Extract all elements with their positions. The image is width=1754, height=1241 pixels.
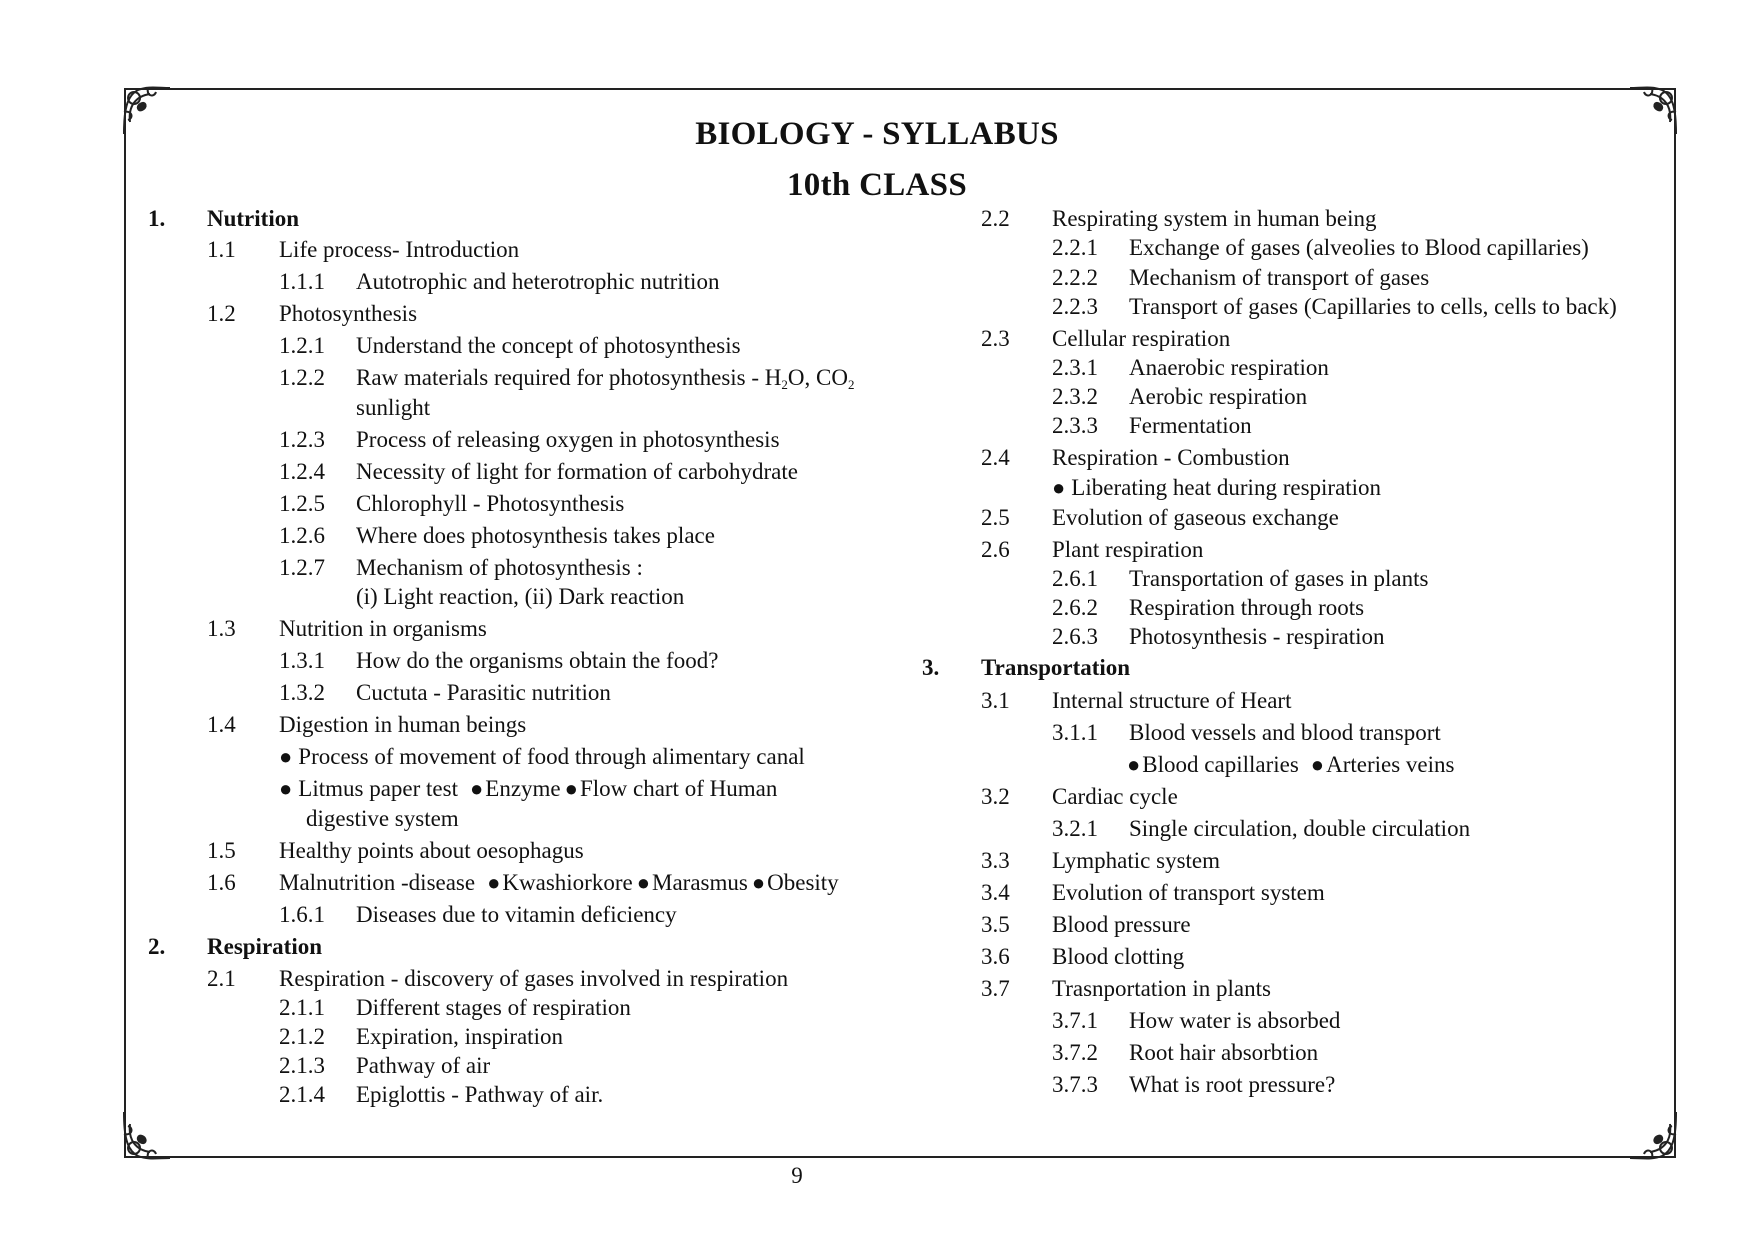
item-text: Respiration through roots: [1129, 595, 1365, 620]
item-text: digestive system: [306, 806, 459, 831]
item-number: 1.2.3: [279, 427, 325, 452]
item-text: Aerobic respiration: [1129, 384, 1308, 409]
item-text: Transportation of gases in plants: [1129, 566, 1429, 591]
item-number: 1.2.7: [279, 555, 325, 580]
section-number: 3.: [922, 655, 940, 680]
item-text: Plant respiration: [1052, 537, 1204, 562]
item-text: Photosynthesis: [279, 301, 418, 326]
item-text: [279, 870, 839, 896]
item-text: Blood capillaries: [1142, 752, 1299, 777]
item-number: 2.6.1: [1052, 566, 1098, 591]
item-number: 2.6: [981, 537, 1010, 562]
item-number: 1.2: [207, 301, 236, 326]
item-text: Digestion in human beings: [279, 712, 527, 737]
item-number: 3.7.2: [1052, 1040, 1098, 1065]
item-number: 2.1: [207, 966, 236, 991]
item-text: sunlight: [356, 395, 431, 420]
text-part: Obesity: [767, 870, 839, 895]
item-text: Mechanism of transport of gases: [1129, 265, 1430, 290]
item-text: Process of releasing oxygen in photosynthesis: [356, 427, 780, 452]
item-text: Photosynthesis - respiration: [1129, 624, 1385, 649]
subscript: 2: [847, 377, 855, 392]
item-text: Understand the concept of photosynthesis: [356, 333, 741, 358]
item-text: Single circulation, double circulation: [1129, 816, 1471, 841]
item-number: 3.2.1: [1052, 816, 1098, 841]
item-text: Blood vessels and blood transport: [1129, 720, 1441, 745]
item-text: Evolution of transport system: [1052, 880, 1325, 905]
item-text: Autotrophic and heterotrophic nutrition: [356, 269, 720, 294]
item-text: Internal structure of Heart: [1052, 688, 1292, 713]
item-number: 2.6.3: [1052, 624, 1098, 649]
item-number: 3.6: [981, 944, 1010, 969]
item-number: 3.5: [981, 912, 1010, 937]
item-number: 3.2: [981, 784, 1010, 809]
item-text: Diseases due to vitamin deficiency: [356, 902, 677, 927]
item-text: Expiration, inspiration: [356, 1024, 563, 1049]
item-number: 2.3.3: [1052, 413, 1098, 438]
bullet-item: [279, 744, 805, 770]
item-number: 1.2.5: [279, 491, 325, 516]
item-text: Enzyme: [485, 776, 561, 801]
item-number: 2.4: [981, 445, 1010, 470]
corner-ornament-icon: [1624, 1106, 1682, 1164]
item-number: 2.2.1: [1052, 235, 1098, 260]
bullet-item: [1052, 475, 1381, 501]
item-text: Mechanism of photosynthesis :: [356, 555, 643, 580]
item-number: 2.1.4: [279, 1082, 325, 1107]
item-number: 1.4: [207, 712, 236, 737]
item-number: 2.5: [981, 505, 1010, 530]
item-text: Arteries veins: [1326, 752, 1455, 777]
item-number: 2.2.3: [1052, 294, 1098, 319]
item-text: Respiration - Combustion: [1052, 445, 1290, 470]
item-number: 1.2.1: [279, 333, 325, 358]
item-text: How do the organisms obtain the food?: [356, 648, 719, 673]
item-number: 3.7.3: [1052, 1072, 1098, 1097]
bullet-icon: ●: [487, 870, 501, 895]
corner-ornament-icon: [118, 1106, 176, 1164]
item-number: 2.1.3: [279, 1053, 325, 1078]
item-number: 1.3: [207, 616, 236, 641]
text-part: Marasmus: [652, 870, 748, 895]
bullet-icon: ●: [279, 776, 293, 801]
item-number: 1.5: [207, 838, 236, 863]
item-text: Cardiac cycle: [1052, 784, 1178, 809]
item-number: 1.6: [207, 870, 236, 895]
item-text: Necessity of light for formation of carbohydrate: [356, 459, 798, 484]
item-number: 3.1.1: [1052, 720, 1098, 745]
item-number: 1.2.2: [279, 365, 325, 390]
item-text: Cellular respiration: [1052, 326, 1231, 351]
page-title: BIOLOGY - SYLLABUS: [695, 116, 1059, 152]
item-text: Trasnportation in plants: [1052, 976, 1271, 1001]
bullet-icon: ●: [1127, 752, 1141, 777]
item-text: What is root pressure?: [1129, 1072, 1336, 1097]
item-text: (i) Light reaction, (ii) Dark reaction: [356, 584, 685, 609]
item-number: 2.3: [981, 326, 1010, 351]
item-text: Healthy points about oesophagus: [279, 838, 584, 863]
item-number: 3.7.1: [1052, 1008, 1098, 1033]
section-title: Transportation: [981, 655, 1131, 680]
item-number: 1.3.1: [279, 648, 325, 673]
item-number: 2.2.2: [1052, 265, 1098, 290]
item-number: 1.2.6: [279, 523, 325, 548]
item-number: 3.3: [981, 848, 1010, 873]
subscript: 2: [781, 377, 788, 392]
section-title: Respiration: [207, 934, 322, 959]
item-text: Where does photosynthesis takes place: [356, 523, 715, 548]
item-number: 3.1: [981, 688, 1010, 713]
bullet-icon: ●: [751, 870, 766, 895]
item-text: [356, 365, 854, 391]
bullet-item: [279, 776, 777, 802]
item-number: 2.3.1: [1052, 355, 1098, 380]
item-text: Process of movement of food through alimentary canal: [298, 744, 805, 769]
section-number: 1.: [148, 206, 166, 231]
page-subtitle: 10th CLASS: [787, 167, 967, 203]
item-text: Different stages of respiration: [356, 995, 631, 1020]
item-text: Chlorophyll - Photosynthesis: [356, 491, 625, 516]
item-text: Pathway of air: [356, 1053, 491, 1078]
section-title: Nutrition: [207, 206, 299, 231]
text-part: Malnutrition -disease: [279, 870, 476, 895]
page-number: 9: [791, 1163, 803, 1188]
item-number: 3.4: [981, 880, 1010, 905]
item-text: Lymphatic system: [1052, 848, 1221, 873]
item-text: Exchange of gases (alveolies to Blood capillaries): [1129, 235, 1589, 260]
item-text: Transport of gases (Capillaries to cells, cells to back): [1129, 294, 1617, 319]
item-text: Fermentation: [1129, 413, 1252, 438]
text-part: O, CO: [787, 365, 848, 390]
text-part: Kwashiorkore: [502, 870, 633, 895]
section-number: 2.: [148, 934, 166, 959]
item-number: 1.1: [207, 237, 236, 262]
item-text: Cuctuta - Parasitic nutrition: [356, 680, 611, 705]
item-text: Root hair absorbtion: [1129, 1040, 1319, 1065]
bullet-icon: ●: [1052, 475, 1066, 500]
bullet-icon: ●: [636, 870, 650, 895]
item-number: 2.1.1: [279, 995, 325, 1020]
item-number: 2.6.2: [1052, 595, 1098, 620]
item-text: Evolution of gaseous exchange: [1052, 505, 1339, 530]
item-text: Epiglottis - Pathway of air.: [356, 1082, 604, 1107]
item-text: How water is absorbed: [1129, 1008, 1341, 1033]
item-text: Litmus paper test: [298, 776, 458, 801]
item-text: Respiration - discovery of gases involved in respiration: [279, 966, 789, 991]
item-text: Blood clotting: [1052, 944, 1185, 969]
item-number: 3.7: [981, 976, 1010, 1001]
item-number: 1.1.1: [279, 269, 325, 294]
bullet-icon: ●: [469, 776, 484, 801]
bullet-item: [1127, 752, 1454, 778]
item-number: 1.3.2: [279, 680, 325, 705]
bullet-icon: ●: [564, 776, 578, 801]
item-number: 2.3.2: [1052, 384, 1098, 409]
item-text: Nutrition in organisms: [279, 616, 487, 641]
item-number: 2.2: [981, 206, 1010, 231]
item-number: 2.1.2: [279, 1024, 325, 1049]
item-text: Blood pressure: [1052, 912, 1191, 937]
item-number: 1.2.4: [279, 459, 325, 484]
item-text: Life process- Introduction: [279, 237, 520, 262]
item-text: Anaerobic respiration: [1129, 355, 1329, 380]
item-number: 1.6.1: [279, 902, 325, 927]
item-text: Liberating heat during respiration: [1071, 475, 1382, 500]
text-part: Raw materials required for photosynthesis - H: [356, 365, 782, 390]
bullet-icon: ●: [1310, 752, 1325, 777]
item-text: Respirating system in human being: [1052, 206, 1377, 231]
bullet-icon: ●: [279, 744, 293, 769]
item-text: Flow chart of Human: [579, 776, 778, 801]
